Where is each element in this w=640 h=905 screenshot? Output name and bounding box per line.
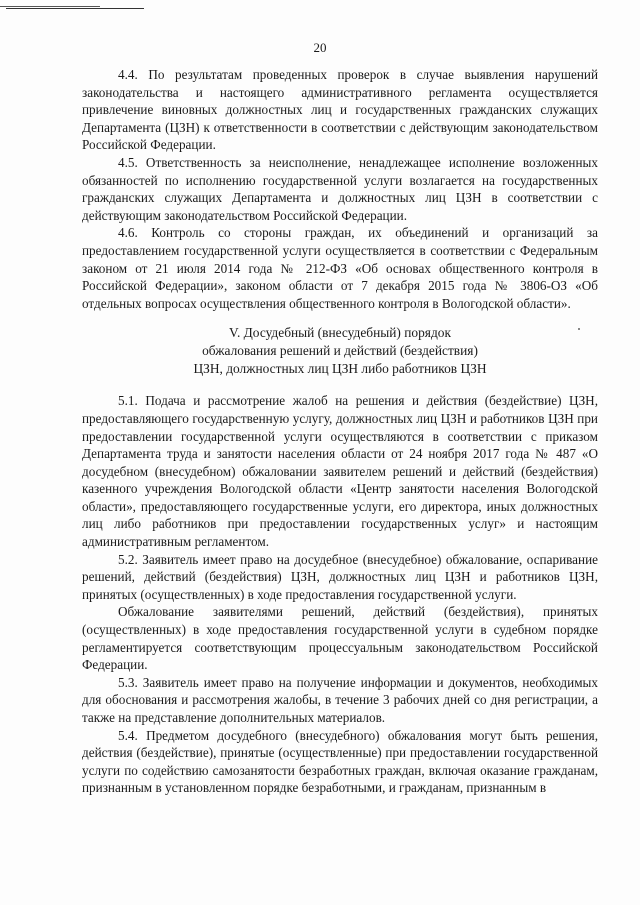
paragraph-4-4: 4.4. По результатам проведенных проверок в случае выявления нарушений законодательства и настоящего административного регламента осуществляется привлечение виновных должностных лиц и государственных гражданских служащих Департамента (ЦЗН) к ответственности в соответствии с действующим законодательством Российской Федерации. <box>82 67 598 153</box>
paragraph-5-1: 5.1. Подача и рассмотрение жалоб на решения и действия (бездействие) ЦЗН, предоставляющего государственную услугу, должностных лиц ЦЗН и работников ЦЗН при предоставлении государственной услуги осуществляются в соответствии с приказом Департамента труда и занятости населения области от 24 ноября 2017 года № 487 «О досудебном (внесудебном) обжаловании заявителем решений и действий (бездействия) казенного учреждения Вологодской области «Центр занятости населения Вологодской области», предоставляющего государственные услуги, его директора, иных должностных лиц либо работников при предоставлении государственных услуг» и настоящим административным регламентом. <box>82 393 598 550</box>
paragraph-5-4: 5.4. Предметом досудебного (внесудебного) обжалования могут быть решения, действия (бездействие), принятые (осуществленные) при предоставлении государственной услуги по содействию самозанятости безработных граждан, включая оказание гражданам, признанным в установленном порядке безработными, и гражданам, признанным в <box>82 727 598 796</box>
paragraph-5-3: 5.3. Заявитель имеет право на получение информации и документов, необходимых для обоснования и рассмотрения жалобы, в течение 3 рабочих дней со дня регистрации, а также на представление дополнительных материалов. <box>82 674 598 725</box>
section-heading <box>82 324 598 378</box>
paragraph-4-5: 4.5. Ответственность за неисполнение, ненадлежащее исполнение возложенных обязанностей по исполнению государственной услуги возлагается на государственных гражданских служащих Департамента и должностных лиц ЦЗН в соответствии с действующим законодательством Российской Федерации. <box>82 154 598 223</box>
page-number: 20 <box>313 40 327 55</box>
section-heading-line: V. Досудебный (внесудебный) порядок <box>229 325 451 341</box>
paragraph-5-2: 5.2. Заявитель имеет право на досудебное (внесудебное) обжалование, оспаривание решений, действий (бездействия) ЦЗН, должностных лиц ЦЗН и работников ЦЗН, принятых (осуществленных) в ходе предоставления государственной услуги. <box>82 551 598 602</box>
section-heading-line: ЦЗН, должностных лиц ЦЗН либо работников ЦЗН <box>193 361 487 377</box>
paragraph-4-6: 4.6. Контроль со стороны граждан, их объединений и организаций за предоставлением государственной услуги осуществляется в соответствии с Федеральным законом от 21 июля 2014 года № 212-ФЗ «Об основах общественного контроля в Российской Федерации», законом области от 7 декабря 2015 года № 3806-ОЗ «Об отдельных вопросах осуществления общественного контроля в Вологодской области». <box>82 225 598 311</box>
scan-artifact-line <box>0 6 100 7</box>
document-body <box>82 66 598 797</box>
section-heading-line: обжалования решений и действий (бездействия) <box>202 343 478 359</box>
scan-speck <box>578 328 580 330</box>
paragraph-5-2-cont: Обжалование заявителями решений, действий (бездействия), принятых (осуществленных) в ходе предоставления государственной услуги в судебном порядке регламентируется соответствующим процессуальным законодательством Российской Федерации. <box>82 604 598 673</box>
scan-artifact-line <box>6 8 144 9</box>
